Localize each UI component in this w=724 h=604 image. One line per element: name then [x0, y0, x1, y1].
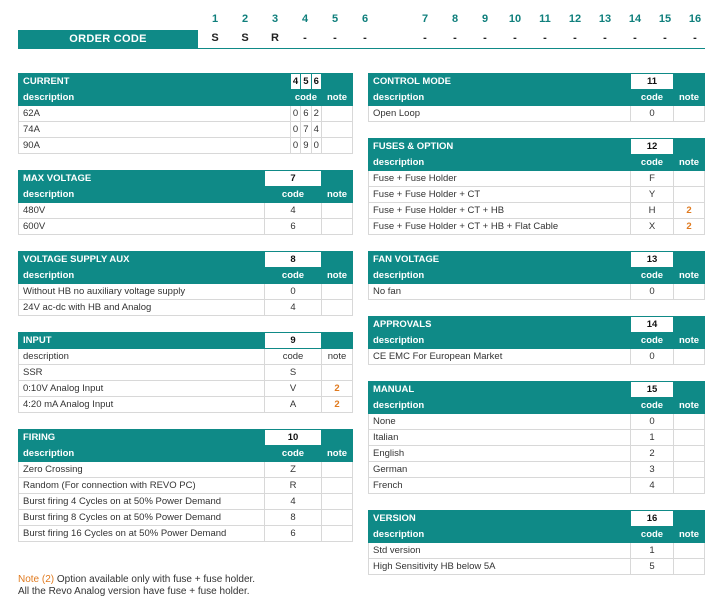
row-description: None — [369, 414, 631, 430]
table-row — [19, 138, 353, 154]
row-description: SSR — [19, 365, 265, 381]
col-note: note — [674, 90, 705, 106]
row-note — [322, 462, 353, 478]
header-spacer — [674, 382, 705, 398]
current-digit-5: 5 — [301, 74, 311, 90]
order-code-position-16: 16 — [688, 13, 702, 25]
row-note: 2 — [322, 381, 353, 397]
row-code: 5 — [631, 559, 674, 575]
col-description: description — [369, 155, 631, 171]
row-note — [322, 300, 353, 316]
row-note — [674, 349, 705, 365]
col-code: code — [265, 349, 322, 365]
order-code-value-15: - — [663, 32, 667, 44]
table-row — [369, 106, 705, 122]
table-row — [369, 203, 705, 219]
order-code-value-10: - — [513, 32, 517, 44]
table-row — [369, 543, 705, 559]
current-digit-4: 4 — [290, 74, 300, 90]
approvals-table — [368, 316, 705, 365]
row-code-digit: 9 — [301, 138, 311, 154]
row-code: 0 — [631, 106, 674, 122]
row-note — [674, 430, 705, 446]
row-description: Burst firing 8 Cycles on at 50% Power Demand — [19, 510, 265, 526]
manual-position: 15 — [631, 382, 674, 398]
col-code: code — [265, 268, 322, 284]
row-note — [322, 106, 353, 122]
order-code-position-8: 8 — [451, 13, 459, 25]
row-note — [322, 203, 353, 219]
row-note — [322, 284, 353, 300]
row-description: Italian — [369, 430, 631, 446]
col-code: code — [631, 398, 674, 414]
col-description: description — [369, 398, 631, 414]
col-description: description — [19, 187, 265, 203]
row-note — [674, 187, 705, 203]
table-row — [19, 381, 353, 397]
row-note — [674, 559, 705, 575]
header-spacer — [674, 252, 705, 268]
firing-title: FIRING — [19, 430, 265, 446]
header-spacer — [674, 74, 705, 90]
order-code-position-15: 15 — [658, 13, 672, 25]
max-voltage-title: MAX VOLTAGE — [19, 171, 265, 187]
col-note: note — [674, 398, 705, 414]
row-description: 74A — [19, 122, 291, 138]
manual-title: MANUAL — [369, 382, 631, 398]
order-code-position-9: 9 — [481, 13, 489, 25]
fuses-option-title: FUSES & OPTION — [369, 139, 631, 155]
fan-voltage-table — [368, 251, 705, 300]
header-spacer — [322, 252, 353, 268]
row-code: 0 — [265, 284, 322, 300]
col-description: description — [369, 90, 631, 106]
table-row — [19, 462, 353, 478]
row-code: 4 — [265, 494, 322, 510]
row-note — [674, 414, 705, 430]
row-description: 480V — [19, 203, 265, 219]
table-row — [19, 365, 353, 381]
col-note: note — [674, 155, 705, 171]
order-code-value-13: - — [603, 32, 607, 44]
col-description: description — [369, 527, 631, 543]
table-row — [369, 284, 705, 300]
col-description: description — [19, 446, 265, 462]
col-code: code — [290, 90, 321, 106]
row-note: 2 — [322, 397, 353, 413]
max-voltage-position: 7 — [265, 171, 322, 187]
row-description: 600V — [19, 219, 265, 235]
voltage-supply-aux-position: 8 — [265, 252, 322, 268]
order-code-value-3: R — [271, 32, 279, 44]
table-row — [19, 494, 353, 510]
col-description: description — [369, 268, 631, 284]
max-voltage-table — [18, 170, 353, 235]
row-note — [674, 462, 705, 478]
row-note — [674, 478, 705, 494]
row-note — [322, 365, 353, 381]
footnote-text-1: Option available only with fuse + fuse holder. — [56, 574, 256, 585]
col-code: code — [265, 446, 322, 462]
col-code: code — [631, 90, 674, 106]
row-description: 0:10V Analog Input — [19, 381, 265, 397]
col-note: note — [674, 268, 705, 284]
row-code: X — [631, 219, 674, 235]
firing-table — [18, 429, 353, 542]
input-title: INPUT — [19, 333, 265, 349]
table-row — [369, 187, 705, 203]
order-code-value-5: - — [333, 32, 337, 44]
row-code: Z — [265, 462, 322, 478]
control-mode-table — [368, 73, 705, 122]
row-note — [322, 122, 353, 138]
order-code-value-12: - — [573, 32, 577, 44]
table-row — [19, 219, 353, 235]
table-row — [19, 510, 353, 526]
row-code: 4 — [265, 300, 322, 316]
order-code-position-11: 11 — [539, 13, 551, 25]
current-digit-6: 6 — [311, 74, 321, 90]
row-code-digit: 2 — [311, 106, 321, 122]
row-note — [322, 510, 353, 526]
col-note: note — [322, 268, 353, 284]
order-code-position-5: 5 — [331, 13, 339, 25]
order-code-value-11: - — [543, 32, 547, 44]
order-code-position-12: 12 — [568, 13, 582, 25]
table-row — [369, 414, 705, 430]
order-code-value-8: - — [453, 32, 457, 44]
col-description: description — [369, 333, 631, 349]
row-code: 0 — [631, 349, 674, 365]
table-row — [369, 478, 705, 494]
order-code-value-6: - — [363, 32, 367, 44]
row-code: 3 — [631, 462, 674, 478]
row-code-digit: 0 — [290, 138, 300, 154]
col-note: note — [674, 527, 705, 543]
row-description: Burst firing 4 Cycles on at 50% Power Demand — [19, 494, 265, 510]
row-description: Open Loop — [369, 106, 631, 122]
row-note — [322, 494, 353, 510]
current-title: CURRENT — [19, 74, 291, 90]
row-note: 2 — [674, 219, 705, 235]
row-code: 0 — [631, 284, 674, 300]
col-description: description — [19, 268, 265, 284]
firing-position: 10 — [265, 430, 322, 446]
row-description: Without HB no auxiliary voltage supply — [19, 284, 265, 300]
table-row — [19, 526, 353, 542]
col-code: code — [631, 155, 674, 171]
order-code-value-7: - — [423, 32, 427, 44]
row-description: 24V ac-dc with HB and Analog — [19, 300, 265, 316]
table-row — [369, 462, 705, 478]
row-code-digit: 0 — [290, 106, 300, 122]
footnote-line-2: All the Revo Analog version have fuse + fuse holder. — [18, 586, 250, 597]
row-code: H — [631, 203, 674, 219]
row-note — [674, 543, 705, 559]
row-description: 90A — [19, 138, 291, 154]
table-row — [19, 284, 353, 300]
fuses-option-table — [368, 138, 705, 235]
col-description: description — [19, 349, 265, 365]
input-position: 9 — [265, 333, 322, 349]
order-code-position-2: 2 — [241, 13, 249, 25]
order-code-position-6: 6 — [361, 13, 369, 25]
col-note: note — [322, 187, 353, 203]
row-description: 4:20 mA Analog Input — [19, 397, 265, 413]
col-code: code — [631, 333, 674, 349]
table-row — [19, 397, 353, 413]
header-spacer — [322, 171, 353, 187]
row-note — [322, 526, 353, 542]
control-mode-position: 11 — [631, 74, 674, 90]
order-code-value-9: - — [483, 32, 487, 44]
row-code: A — [265, 397, 322, 413]
order-code-position-4: 4 — [301, 13, 309, 25]
row-description: Random (For connection with REVO PC) — [19, 478, 265, 494]
header-spacer — [322, 333, 353, 349]
table-row — [369, 430, 705, 446]
current-table — [18, 73, 353, 154]
row-description: No fan — [369, 284, 631, 300]
header-spacer — [322, 430, 353, 446]
row-code: R — [265, 478, 322, 494]
row-description: 62A — [19, 106, 291, 122]
table-row — [369, 349, 705, 365]
row-description: English — [369, 446, 631, 462]
input-table — [18, 332, 353, 413]
row-description: Zero Crossing — [19, 462, 265, 478]
order-code-value-1: S — [211, 32, 219, 44]
order-code-label: ORDER CODE — [18, 30, 198, 48]
order-code-position-7: 7 — [421, 13, 429, 25]
row-code: F — [631, 171, 674, 187]
row-code: V — [265, 381, 322, 397]
order-code-position-3: 3 — [271, 13, 279, 25]
row-note — [674, 446, 705, 462]
version-position: 16 — [631, 511, 674, 527]
order-code-position-10: 10 — [508, 13, 522, 25]
row-description: German — [369, 462, 631, 478]
table-row — [19, 478, 353, 494]
row-code: 0 — [631, 414, 674, 430]
row-description: Std version — [369, 543, 631, 559]
table-row — [369, 219, 705, 235]
row-note: 2 — [674, 203, 705, 219]
row-note — [322, 219, 353, 235]
footnote — [18, 574, 255, 598]
col-code: code — [265, 187, 322, 203]
voltage-supply-aux-title: VOLTAGE SUPPLY AUX — [19, 252, 265, 268]
version-table — [368, 510, 705, 575]
current-header-spacer — [322, 74, 353, 90]
col-note: note — [322, 446, 353, 462]
row-note — [674, 106, 705, 122]
row-code-digit: 0 — [311, 138, 321, 154]
col-note: note — [322, 90, 353, 106]
manual-table — [368, 381, 705, 494]
fan-voltage-position: 13 — [631, 252, 674, 268]
col-note: note — [322, 349, 353, 365]
row-code: 1 — [631, 430, 674, 446]
order-code-position-14: 14 — [628, 13, 642, 25]
row-description: CE EMC For European Market — [369, 349, 631, 365]
col-description: description — [19, 90, 291, 106]
table-row — [19, 203, 353, 219]
row-note — [674, 171, 705, 187]
fan-voltage-title: FAN VOLTAGE — [369, 252, 631, 268]
row-description: Fuse + Fuse Holder — [369, 171, 631, 187]
table-row — [369, 559, 705, 575]
row-description: Fuse + Fuse Holder + CT + HB + Flat Cable — [369, 219, 631, 235]
row-note — [674, 284, 705, 300]
header-spacer — [674, 317, 705, 333]
col-code: code — [631, 268, 674, 284]
row-code: S — [265, 365, 322, 381]
fuses-option-position: 12 — [631, 139, 674, 155]
order-code-position-13: 13 — [598, 13, 612, 25]
control-mode-title: CONTROL MODE — [369, 74, 631, 90]
row-note — [322, 138, 353, 154]
order-code-value-2: S — [241, 32, 249, 44]
header-spacer — [674, 511, 705, 527]
table-row — [369, 446, 705, 462]
version-title: VERSION — [369, 511, 631, 527]
order-code-value-14: - — [633, 32, 637, 44]
header-spacer — [674, 139, 705, 155]
row-code-digit: 7 — [301, 122, 311, 138]
order-code-value-4: - — [303, 32, 307, 44]
order-code-underline — [18, 48, 705, 49]
table-row — [19, 106, 353, 122]
footnote-line-1 — [18, 574, 255, 586]
row-description: Burst firing 16 Cycles on at 50% Power Demand — [19, 526, 265, 542]
approvals-title: APPROVALS — [369, 317, 631, 333]
row-code-digit: 4 — [311, 122, 321, 138]
row-code-digit: 0 — [290, 122, 300, 138]
row-code: 8 — [265, 510, 322, 526]
order-code-position-1: 1 — [211, 13, 219, 25]
row-description: Fuse + Fuse Holder + CT + HB — [369, 203, 631, 219]
row-code: 6 — [265, 219, 322, 235]
order-code-value-16: - — [693, 32, 697, 44]
row-code-digit: 6 — [301, 106, 311, 122]
table-row — [19, 300, 353, 316]
col-code: code — [631, 527, 674, 543]
voltage-supply-aux-table — [18, 251, 353, 316]
row-code: 6 — [265, 526, 322, 542]
footnote-note-label: Note (2) — [18, 574, 55, 585]
row-code: Y — [631, 187, 674, 203]
row-code: 2 — [631, 446, 674, 462]
row-description: French — [369, 478, 631, 494]
table-row — [19, 122, 353, 138]
approvals-position: 14 — [631, 317, 674, 333]
row-code: 1 — [631, 543, 674, 559]
row-description: Fuse + Fuse Holder + CT — [369, 187, 631, 203]
row-code: 4 — [631, 478, 674, 494]
row-note — [322, 478, 353, 494]
col-note: note — [674, 333, 705, 349]
order-code-bar — [18, 30, 705, 48]
row-code: 4 — [265, 203, 322, 219]
table-row — [369, 171, 705, 187]
row-description: High Sensitivity HB below 5A — [369, 559, 631, 575]
